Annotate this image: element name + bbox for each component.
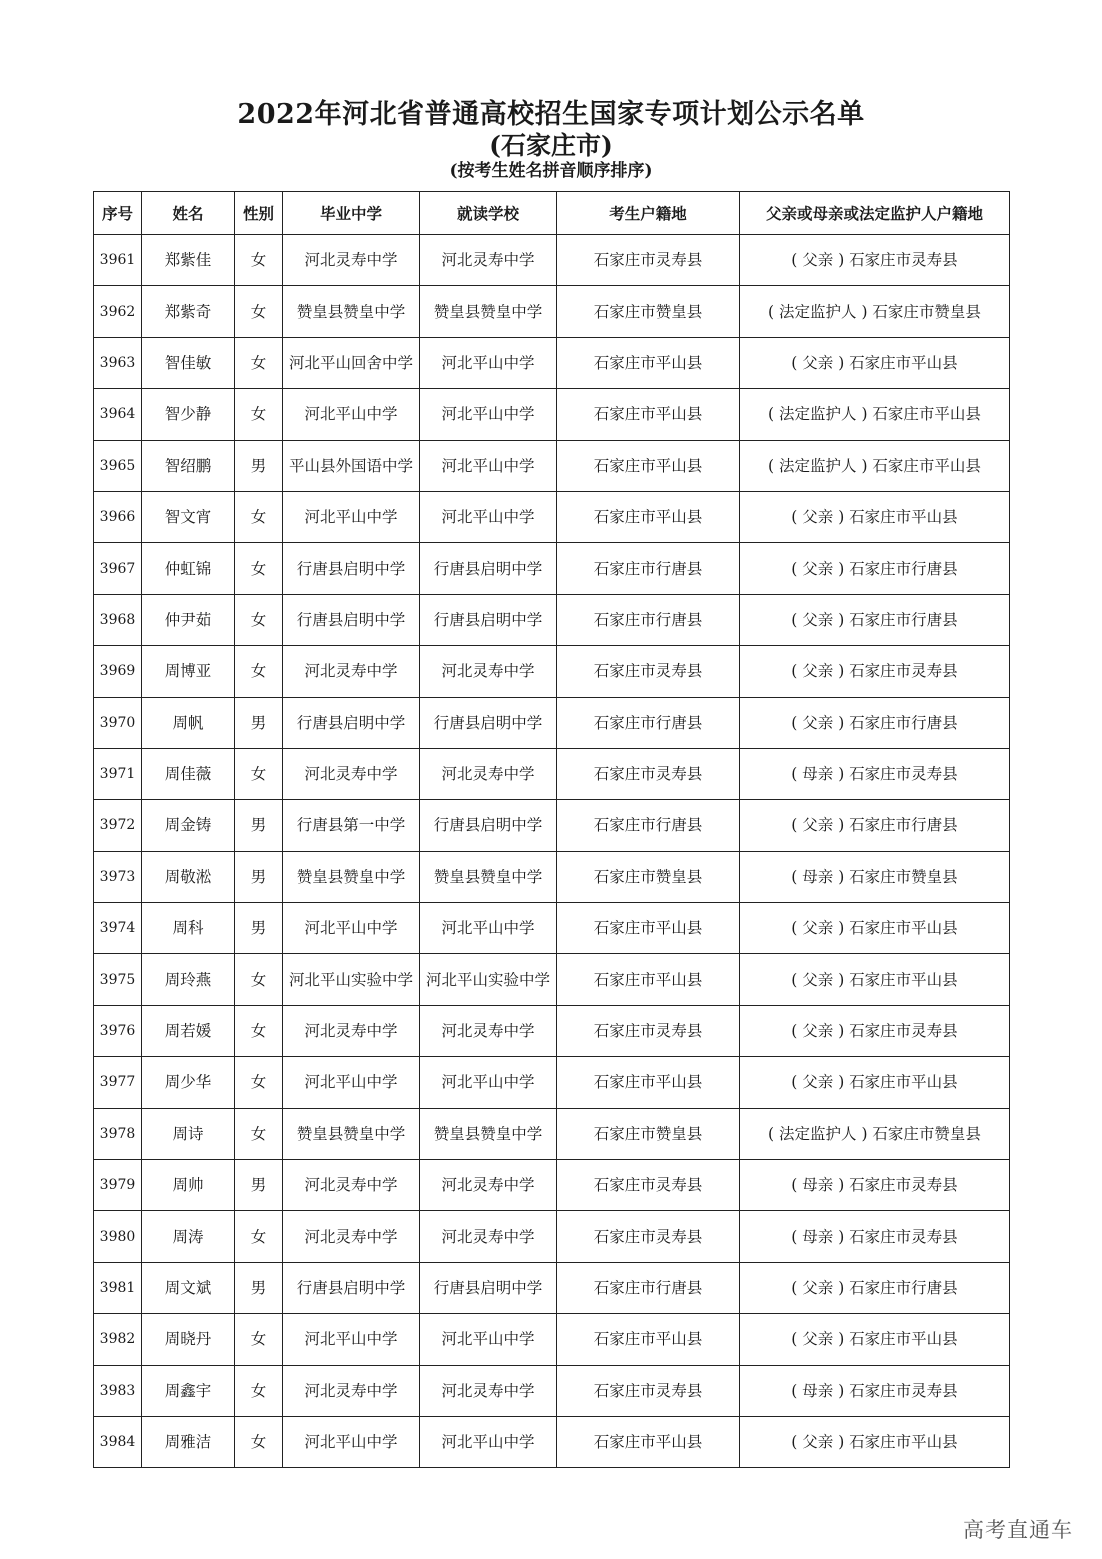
column-header: 就读学校: [420, 192, 557, 235]
current-school-cell: 行唐县启明中学: [420, 800, 557, 851]
serial-cell: 3969: [94, 646, 142, 697]
graduation-school-cell: 河北平山中学: [283, 1057, 420, 1108]
current-school-cell: 赞皇县赞皇中学: [420, 851, 557, 902]
guardian-household-cell: ( 法定监护人 ) 石家庄市平山县: [740, 389, 1010, 440]
serial-cell: 3981: [94, 1262, 142, 1313]
current-school-cell: 河北平山中学: [420, 903, 557, 954]
guardian-household-cell: ( 法定监护人 ) 石家庄市平山县: [740, 440, 1010, 491]
serial-cell: 3963: [94, 337, 142, 388]
table-row: [94, 1365, 1010, 1416]
graduation-school-cell: 河北灵寿中学: [283, 1005, 420, 1056]
column-header: 性别: [235, 192, 283, 235]
table-body: [94, 235, 1010, 1468]
household-cell: 石家庄市赞皇县: [557, 851, 740, 902]
name-cell: 周科: [142, 903, 235, 954]
household-cell: 石家庄市灵寿县: [557, 1365, 740, 1416]
serial-cell: 3973: [94, 851, 142, 902]
guardian-household-cell: ( 父亲 ) 石家庄市平山县: [740, 337, 1010, 388]
table-row: [94, 1211, 1010, 1262]
name-cell: 周博亚: [142, 646, 235, 697]
column-header: 姓名: [142, 192, 235, 235]
name-cell: 周涛: [142, 1211, 235, 1262]
name-cell: 智绍鹏: [142, 440, 235, 491]
graduation-school-cell: 河北平山中学: [283, 1416, 420, 1467]
name-cell: 周少华: [142, 1057, 235, 1108]
household-cell: 石家庄市赞皇县: [557, 1108, 740, 1159]
column-header: 父亲或母亲或法定监护人户籍地: [740, 192, 1010, 235]
name-cell: 周帆: [142, 697, 235, 748]
current-school-cell: 河北平山中学: [420, 1314, 557, 1365]
current-school-cell: 河北平山中学: [420, 1057, 557, 1108]
table-row: [94, 337, 1010, 388]
household-cell: 石家庄市行唐县: [557, 1262, 740, 1313]
serial-cell: 3978: [94, 1108, 142, 1159]
current-school-cell: 行唐县启明中学: [420, 697, 557, 748]
column-header: 毕业中学: [283, 192, 420, 235]
graduation-school-cell: 河北平山中学: [283, 903, 420, 954]
table-row: [94, 440, 1010, 491]
table-row: [94, 1262, 1010, 1313]
serial-cell: 3982: [94, 1314, 142, 1365]
table-row: [94, 1160, 1010, 1211]
household-cell: 石家庄市灵寿县: [557, 748, 740, 799]
current-school-cell: 河北灵寿中学: [420, 1365, 557, 1416]
serial-cell: 3976: [94, 1005, 142, 1056]
household-cell: 石家庄市行唐县: [557, 697, 740, 748]
table-row: [94, 543, 1010, 594]
current-school-cell: 河北灵寿中学: [420, 748, 557, 799]
graduation-school-cell: 河北灵寿中学: [283, 748, 420, 799]
guardian-household-cell: ( 父亲 ) 石家庄市行唐县: [740, 543, 1010, 594]
graduation-school-cell: 河北平山中学: [283, 491, 420, 542]
household-cell: 石家庄市平山县: [557, 954, 740, 1005]
gender-cell: 女: [235, 1211, 283, 1262]
graduation-school-cell: 河北灵寿中学: [283, 1211, 420, 1262]
table-row: [94, 286, 1010, 337]
current-school-cell: 赞皇县赞皇中学: [420, 1108, 557, 1159]
roster-table: [93, 191, 1010, 1468]
guardian-household-cell: ( 父亲 ) 石家庄市行唐县: [740, 697, 1010, 748]
guardian-household-cell: ( 母亲 ) 石家庄市灵寿县: [740, 1365, 1010, 1416]
guardian-household-cell: ( 父亲 ) 石家庄市平山县: [740, 1057, 1010, 1108]
guardian-household-cell: ( 父亲 ) 石家庄市行唐县: [740, 1262, 1010, 1313]
name-cell: 郑紫奇: [142, 286, 235, 337]
gender-cell: 女: [235, 1057, 283, 1108]
gender-cell: 男: [235, 1160, 283, 1211]
current-school-cell: 河北灵寿中学: [420, 646, 557, 697]
gender-cell: 女: [235, 594, 283, 645]
graduation-school-cell: 河北灵寿中学: [283, 235, 420, 286]
graduation-school-cell: 河北平山实验中学: [283, 954, 420, 1005]
graduation-school-cell: 河北灵寿中学: [283, 1160, 420, 1211]
current-school-cell: 河北平山中学: [420, 389, 557, 440]
table-row: [94, 800, 1010, 851]
name-cell: 周帅: [142, 1160, 235, 1211]
gender-cell: 女: [235, 1416, 283, 1467]
household-cell: 石家庄市平山县: [557, 389, 740, 440]
serial-cell: 3964: [94, 389, 142, 440]
household-cell: 石家庄市行唐县: [557, 594, 740, 645]
current-school-cell: 行唐县启明中学: [420, 1262, 557, 1313]
table-row: [94, 1416, 1010, 1467]
name-cell: 周敬淞: [142, 851, 235, 902]
guardian-household-cell: ( 父亲 ) 石家庄市平山县: [740, 903, 1010, 954]
serial-cell: 3975: [94, 954, 142, 1005]
gender-cell: 男: [235, 800, 283, 851]
guardian-household-cell: ( 父亲 ) 石家庄市平山县: [740, 1314, 1010, 1365]
serial-cell: 3967: [94, 543, 142, 594]
graduation-school-cell: 行唐县启明中学: [283, 543, 420, 594]
household-cell: 石家庄市灵寿县: [557, 1160, 740, 1211]
graduation-school-cell: 河北平山中学: [283, 1314, 420, 1365]
gender-cell: 女: [235, 954, 283, 1005]
guardian-household-cell: ( 父亲 ) 石家庄市平山县: [740, 954, 1010, 1005]
graduation-school-cell: 赞皇县赞皇中学: [283, 851, 420, 902]
name-cell: 周鑫宇: [142, 1365, 235, 1416]
graduation-school-cell: 河北平山回舍中学: [283, 337, 420, 388]
current-school-cell: 河北灵寿中学: [420, 1211, 557, 1262]
current-school-cell: 行唐县启明中学: [420, 594, 557, 645]
serial-cell: 3961: [94, 235, 142, 286]
graduation-school-cell: 行唐县启明中学: [283, 697, 420, 748]
gender-cell: 女: [235, 1005, 283, 1056]
table-row: [94, 235, 1010, 286]
gender-cell: 女: [235, 235, 283, 286]
serial-cell: 3962: [94, 286, 142, 337]
graduation-school-cell: 行唐县启明中学: [283, 1262, 420, 1313]
gender-cell: 男: [235, 440, 283, 491]
name-cell: 周文斌: [142, 1262, 235, 1313]
serial-cell: 3965: [94, 440, 142, 491]
graduation-school-cell: 赞皇县赞皇中学: [283, 1108, 420, 1159]
current-school-cell: 河北平山中学: [420, 440, 557, 491]
current-school-cell: 河北平山中学: [420, 1416, 557, 1467]
name-cell: 智文宵: [142, 491, 235, 542]
gender-cell: 男: [235, 903, 283, 954]
graduation-school-cell: 河北平山中学: [283, 389, 420, 440]
household-cell: 石家庄市平山县: [557, 1416, 740, 1467]
guardian-household-cell: ( 母亲 ) 石家庄市灵寿县: [740, 1160, 1010, 1211]
name-cell: 周玲燕: [142, 954, 235, 1005]
household-cell: 石家庄市平山县: [557, 491, 740, 542]
household-cell: 石家庄市平山县: [557, 1057, 740, 1108]
name-cell: 周佳薇: [142, 748, 235, 799]
table-row: [94, 851, 1010, 902]
serial-cell: 3972: [94, 800, 142, 851]
sort-note: (按考生姓名拼音顺序排序): [449, 161, 653, 181]
gender-cell: 女: [235, 491, 283, 542]
table-row: [94, 1108, 1010, 1159]
guardian-household-cell: ( 父亲 ) 石家庄市行唐县: [740, 800, 1010, 851]
household-cell: 石家庄市灵寿县: [557, 646, 740, 697]
gender-cell: 女: [235, 286, 283, 337]
current-school-cell: 河北灵寿中学: [420, 1160, 557, 1211]
table-row: [94, 954, 1010, 1005]
name-cell: 仲尹茹: [142, 594, 235, 645]
table-row: [94, 903, 1010, 954]
name-cell: 智佳敏: [142, 337, 235, 388]
current-school-cell: 河北平山中学: [420, 491, 557, 542]
household-cell: 石家庄市平山县: [557, 440, 740, 491]
serial-cell: 3970: [94, 697, 142, 748]
guardian-household-cell: ( 法定监护人 ) 石家庄市赞皇县: [740, 286, 1010, 337]
gender-cell: 男: [235, 851, 283, 902]
household-cell: 石家庄市灵寿县: [557, 1211, 740, 1262]
name-cell: 周晓丹: [142, 1314, 235, 1365]
gender-cell: 女: [235, 1365, 283, 1416]
graduation-school-cell: 行唐县第一中学: [283, 800, 420, 851]
gender-cell: 女: [235, 543, 283, 594]
name-cell: 周金铸: [142, 800, 235, 851]
guardian-household-cell: ( 父亲 ) 石家庄市灵寿县: [740, 1005, 1010, 1056]
name-cell: 周雅洁: [142, 1416, 235, 1467]
current-school-cell: 河北灵寿中学: [420, 1005, 557, 1056]
gender-cell: 男: [235, 697, 283, 748]
guardian-household-cell: ( 法定监护人 ) 石家庄市赞皇县: [740, 1108, 1010, 1159]
household-cell: 石家庄市平山县: [557, 1314, 740, 1365]
current-school-cell: 河北平山实验中学: [420, 954, 557, 1005]
gender-cell: 女: [235, 748, 283, 799]
serial-cell: 3977: [94, 1057, 142, 1108]
serial-cell: 3974: [94, 903, 142, 954]
gender-cell: 女: [235, 1314, 283, 1365]
guardian-household-cell: ( 父亲 ) 石家庄市行唐县: [740, 594, 1010, 645]
table-row: [94, 1005, 1010, 1056]
serial-cell: 3968: [94, 594, 142, 645]
current-school-cell: 河北灵寿中学: [420, 235, 557, 286]
graduation-school-cell: 河北灵寿中学: [283, 1365, 420, 1416]
guardian-household-cell: ( 母亲 ) 石家庄市灵寿县: [740, 1211, 1010, 1262]
name-cell: 仲虹锦: [142, 543, 235, 594]
page-subtitle: (石家庄市): [489, 131, 613, 160]
guardian-household-cell: ( 父亲 ) 石家庄市平山县: [740, 1416, 1010, 1467]
graduation-school-cell: 平山县外国语中学: [283, 440, 420, 491]
name-cell: 智少静: [142, 389, 235, 440]
gender-cell: 女: [235, 389, 283, 440]
table-row: [94, 1314, 1010, 1365]
serial-cell: 3980: [94, 1211, 142, 1262]
graduation-school-cell: 行唐县启明中学: [283, 594, 420, 645]
guardian-household-cell: ( 父亲 ) 石家庄市平山县: [740, 491, 1010, 542]
current-school-cell: 行唐县启明中学: [420, 543, 557, 594]
serial-cell: 3984: [94, 1416, 142, 1467]
current-school-cell: 河北平山中学: [420, 337, 557, 388]
household-cell: 石家庄市灵寿县: [557, 235, 740, 286]
guardian-household-cell: ( 母亲 ) 石家庄市赞皇县: [740, 851, 1010, 902]
page-title: 2022年河北省普通高校招生国家专项计划公示名单: [237, 99, 865, 130]
serial-cell: 3979: [94, 1160, 142, 1211]
household-cell: 石家庄市平山县: [557, 903, 740, 954]
graduation-school-cell: 赞皇县赞皇中学: [283, 286, 420, 337]
gender-cell: 女: [235, 646, 283, 697]
gender-cell: 男: [235, 1262, 283, 1313]
column-header: 序号: [94, 192, 142, 235]
household-cell: 石家庄市赞皇县: [557, 286, 740, 337]
serial-cell: 3966: [94, 491, 142, 542]
name-cell: 周若媛: [142, 1005, 235, 1056]
guardian-household-cell: ( 父亲 ) 石家庄市灵寿县: [740, 646, 1010, 697]
table-row: [94, 646, 1010, 697]
name-cell: 周诗: [142, 1108, 235, 1159]
watermark: 高考直通车: [963, 1518, 1073, 1542]
serial-cell: 3971: [94, 748, 142, 799]
table-row: [94, 697, 1010, 748]
column-header: 考生户籍地: [557, 192, 740, 235]
graduation-school-cell: 河北灵寿中学: [283, 646, 420, 697]
table-row: [94, 1057, 1010, 1108]
guardian-household-cell: ( 父亲 ) 石家庄市灵寿县: [740, 235, 1010, 286]
household-cell: 石家庄市行唐县: [557, 543, 740, 594]
serial-cell: 3983: [94, 1365, 142, 1416]
household-cell: 石家庄市灵寿县: [557, 1005, 740, 1056]
household-cell: 石家庄市平山县: [557, 337, 740, 388]
table-row: [94, 389, 1010, 440]
gender-cell: 女: [235, 337, 283, 388]
household-cell: 石家庄市行唐县: [557, 800, 740, 851]
gender-cell: 女: [235, 1108, 283, 1159]
table-row: [94, 594, 1010, 645]
table-row: [94, 748, 1010, 799]
name-cell: 郑紫佳: [142, 235, 235, 286]
guardian-household-cell: ( 母亲 ) 石家庄市灵寿县: [740, 748, 1010, 799]
table-row: [94, 491, 1010, 542]
current-school-cell: 赞皇县赞皇中学: [420, 286, 557, 337]
table-header-row: [94, 192, 1010, 235]
